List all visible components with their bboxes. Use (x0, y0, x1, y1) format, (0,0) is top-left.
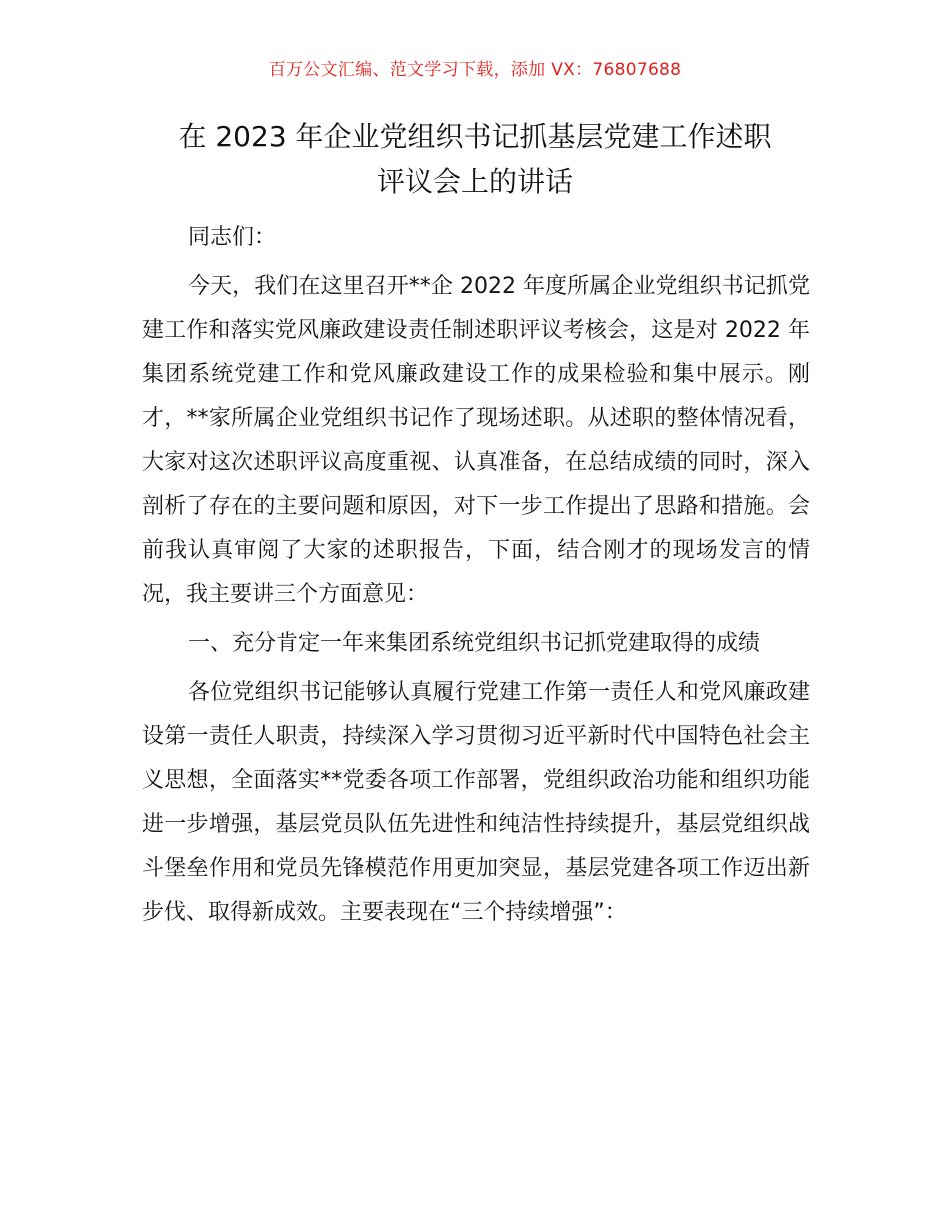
document-title-line-1: 在 2023 年企业党组织书记抓基层党建工作述职 (178, 120, 772, 153)
document-title (140, 114, 810, 204)
section-1-paragraph: 各位党组织书记能够认真履行党建工作第一责任人和党风廉政建设第一责任人职责，持续深入学习贯彻习近平新时代中国特色社会主义思想，全面落实**党委各项工作部署，党组织政治功能和组织功能进一步增强，基层党员队伍先进性和纯洁性持续提升，基层党组织战斗堡垒作用和党员先锋模范作用更加突显，基层党建各项工作迈出新步伐、取得新成效。主要表现在“三个持续增强”： (142, 680, 810, 925)
document-body (142, 216, 810, 940)
document-title-line-2: 评议会上的讲话 (376, 165, 573, 198)
section-heading-1: 一、充分肯定一年来集团系统党组织书记抓党建取得的成绩 (188, 631, 761, 656)
intro-paragraph: 今天，我们在这里召开**企 2022 年度所属企业党组织书记抓党建工作和落实党风廉政建设责任制述职评议考核会，这是对 2022 年集团系统党建工作和党风廉政建设工作的成果检验和集中展示。刚才，**家所属企业党组织书记作了现场述职。从述职的整体情况看，大家对这次述职评议高度重视、认真准备，在总结成绩的同时，深入剖析了存在的主要问题和原因，对下一步工作提出了思路和措施。会前我认真审阅了大家的述职报告，下面，结合刚才的现场发言的情况，我主要讲三个方面意见： (142, 274, 810, 607)
promo-header-note: 百万公文汇编、范文学习下载，添加 VX：76807688 (268, 60, 682, 80)
salutation-paragraph: 同志们： (188, 225, 277, 250)
